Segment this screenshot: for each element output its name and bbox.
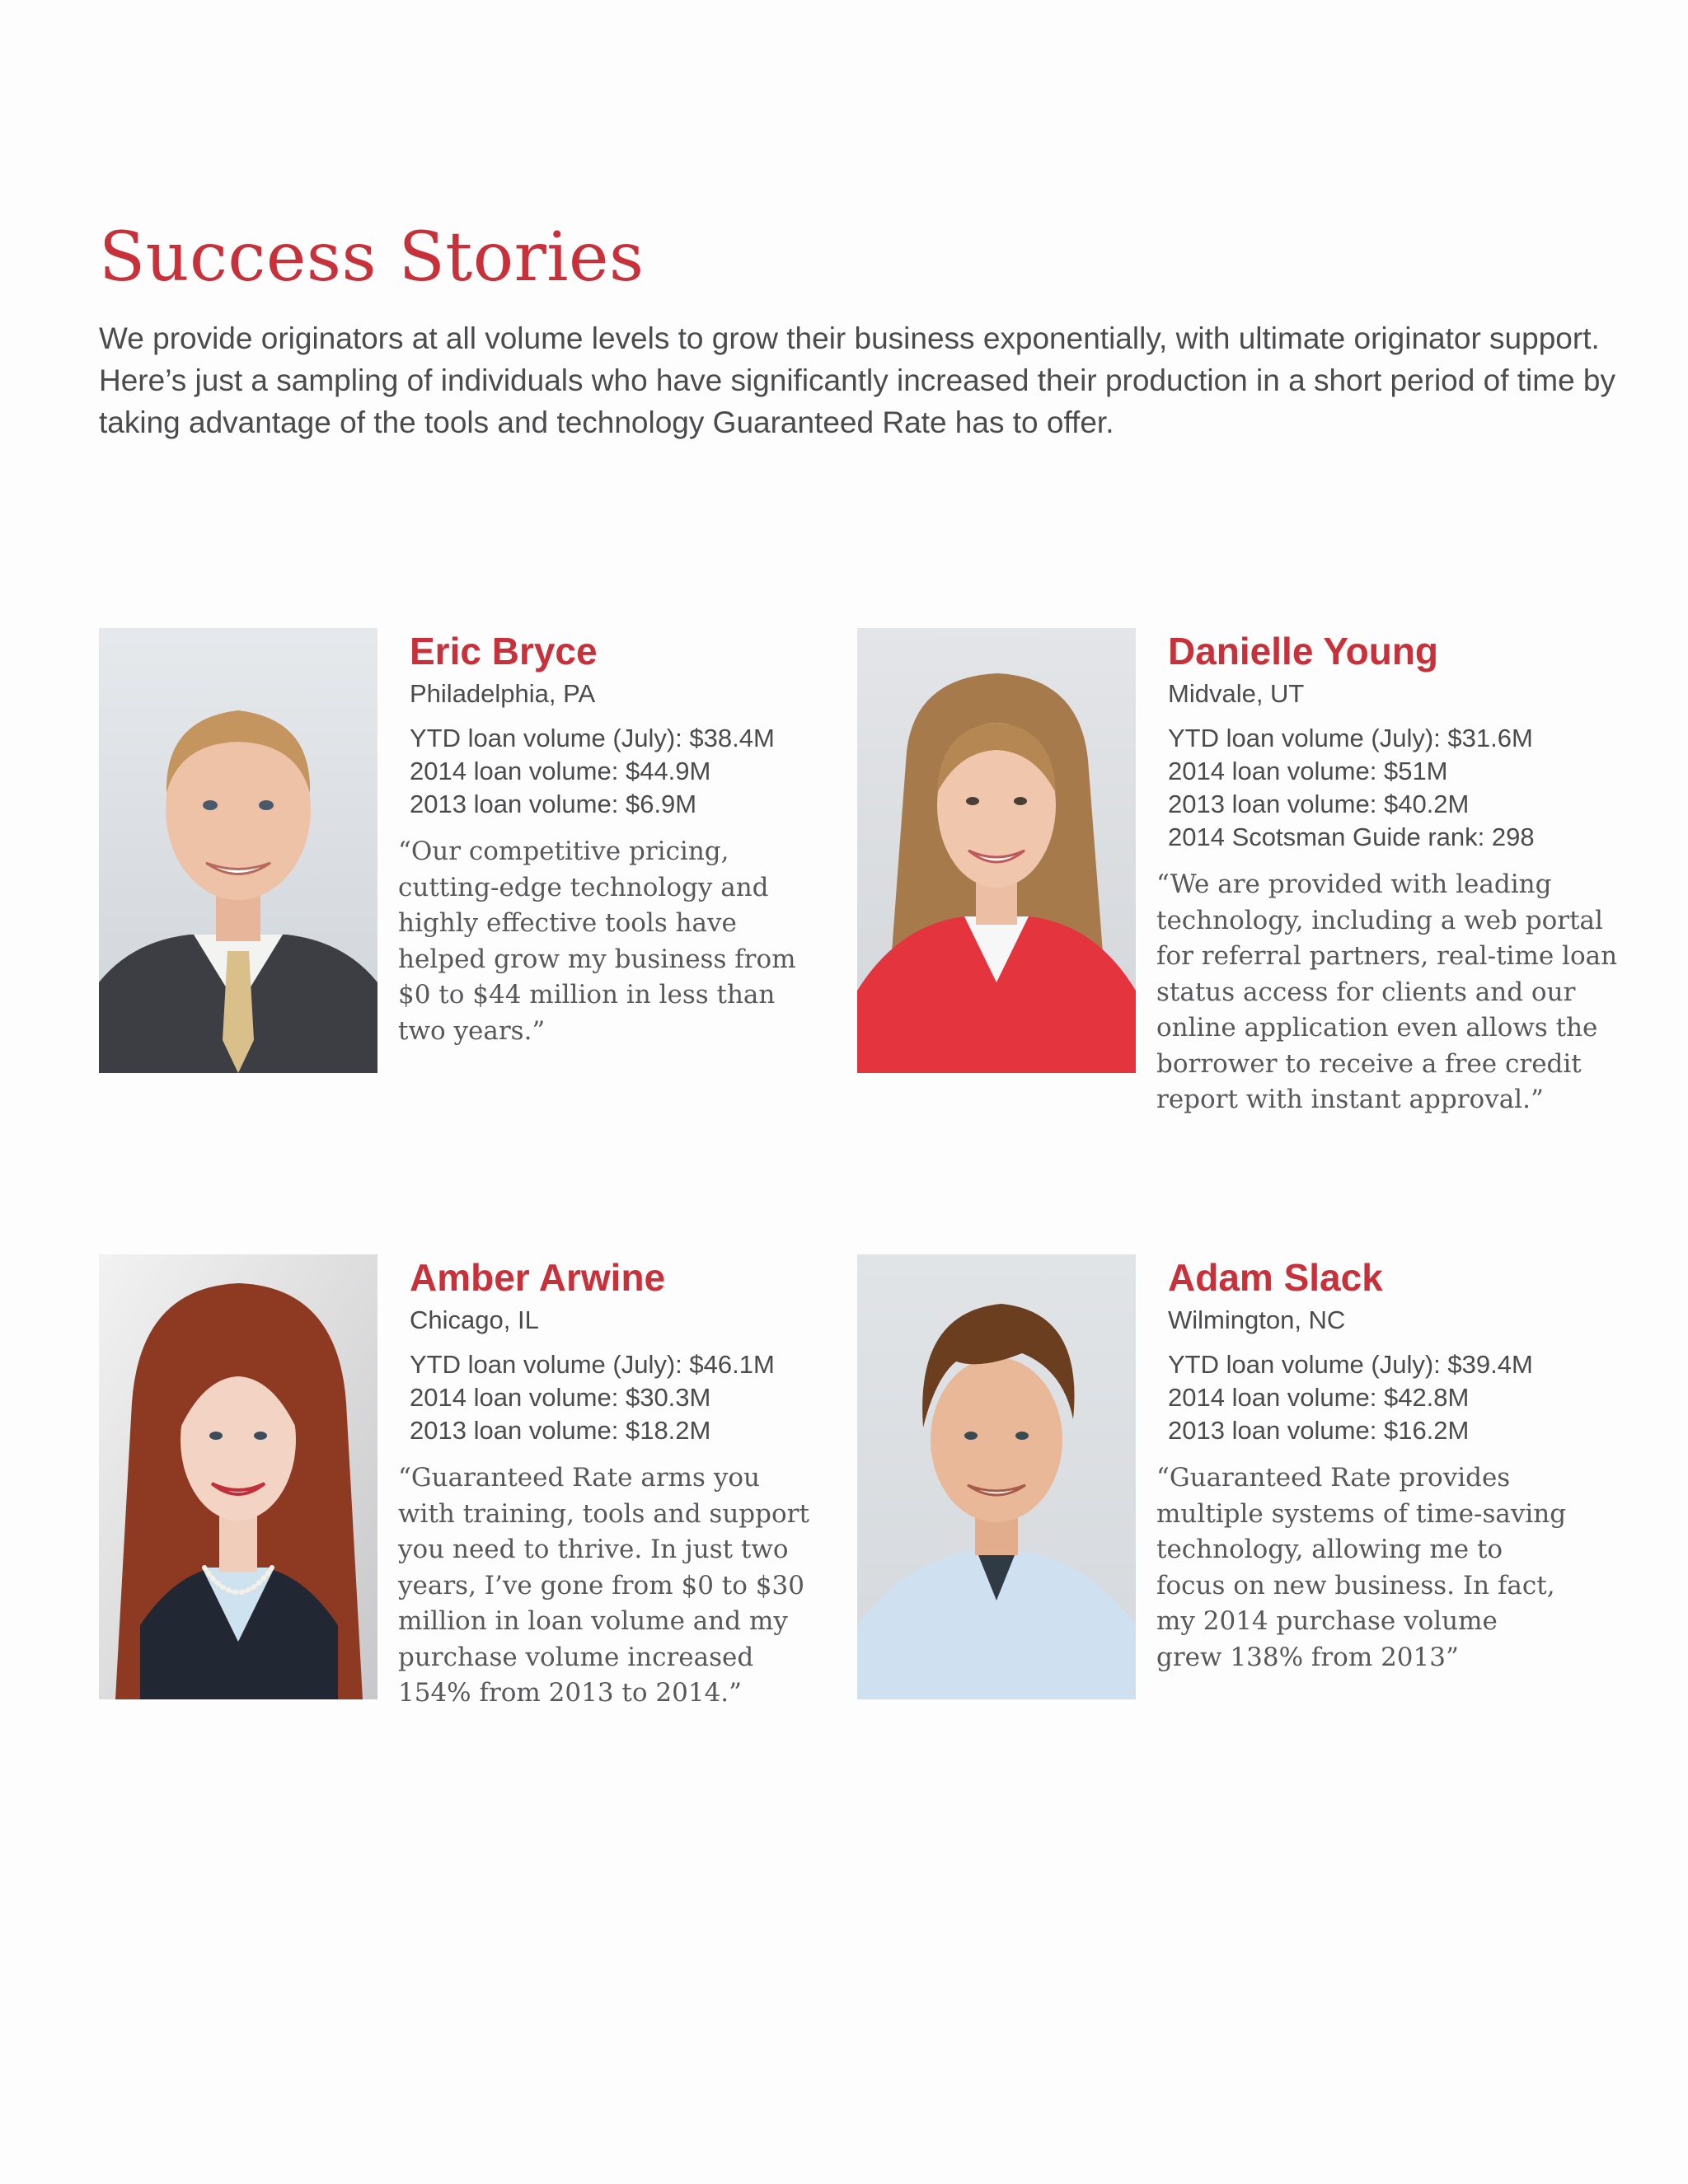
stat-2013: 2013 loan volume: $40.2M xyxy=(1168,790,1470,818)
portrait-photo xyxy=(99,1254,377,1699)
loan-stats xyxy=(1168,1348,1629,1447)
stat-scotsman-rank: 2014 Scotsman Guide rank: 298 xyxy=(1168,823,1535,851)
portrait-man-suit xyxy=(99,628,377,1073)
stat-2014: 2014 loan volume: $51M xyxy=(1168,757,1448,785)
person-name: Amber Arwine xyxy=(410,1256,666,1299)
testimonial-quote: “We are provided with leading technology, including a web portal for referral partners, real-time loan status access for clients and our online application even allows the borrower to receive a free credit report with instant approval.” xyxy=(1156,869,1618,1114)
loan-stats xyxy=(410,1348,871,1447)
portrait-woman-red-jacket xyxy=(857,628,1136,1073)
stat-ytd: YTD loan volume (July): $46.1M xyxy=(410,1350,775,1379)
person-name: Eric Bryce xyxy=(410,630,598,673)
person-location: Midvale, UT xyxy=(1168,679,1305,708)
story-info xyxy=(398,628,871,1049)
page-title: Success Stories xyxy=(99,218,645,297)
portrait-woman-pearls xyxy=(99,1254,377,1699)
stat-2013: 2013 loan volume: $6.9M xyxy=(410,790,697,818)
person-name: Danielle Young xyxy=(1168,630,1439,673)
person-location: Wilmington, NC xyxy=(1168,1305,1346,1334)
portrait-man-blue-shirt xyxy=(857,1254,1136,1699)
testimonial-quote: “Guaranteed Rate provides multiple systems of time-saving technology, allowing me to focus on new business. In fact, my 2014 purchase volume grew 138% from 2013” xyxy=(1156,1463,1567,1672)
loan-stats xyxy=(410,722,871,821)
intro-paragraph: We provide originators at all volume levels to grow their business exponentially, with ultimate originator support. Here’s just a sampling of individuals who have significantly increased their production in a short period of time by taking advantage of the tools and technology Guaranteed Rate has to offer. xyxy=(99,321,1616,439)
person-location: Philadelphia, PA xyxy=(410,679,596,708)
stat-2014: 2014 loan volume: $44.9M xyxy=(410,757,711,785)
stat-2014: 2014 loan volume: $42.8M xyxy=(1168,1383,1470,1412)
story-info xyxy=(1156,628,1629,1118)
person-location: Chicago, IL xyxy=(410,1305,539,1334)
portrait-photo xyxy=(857,628,1136,1073)
stat-2013: 2013 loan volume: $16.2M xyxy=(1168,1416,1470,1445)
stat-ytd: YTD loan volume (July): $38.4M xyxy=(410,724,775,752)
stat-2013: 2013 loan volume: $18.2M xyxy=(410,1416,711,1445)
testimonial-quote: “Guaranteed Rate arms you with training, tools and support you need to thrive. In just two years, I’ve gone from $0 to $30 million in loan volume and my purchase volume increased 154% from 2013 to 2014.” xyxy=(398,1463,809,1708)
stat-ytd: YTD loan volume (July): $39.4M xyxy=(1168,1350,1533,1379)
person-name: Adam Slack xyxy=(1168,1256,1383,1299)
stat-2014: 2014 loan volume: $30.3M xyxy=(410,1383,711,1412)
loan-stats xyxy=(1168,722,1629,854)
story-info xyxy=(398,1254,871,1712)
stat-ytd: YTD loan volume (July): $31.6M xyxy=(1168,724,1533,752)
testimonial-quote: “Our competitive pricing, cutting-edge technology and highly effective tools have helped grow my business from $0 to $44 million in less than two years.” xyxy=(398,837,796,1046)
portrait-photo xyxy=(857,1254,1136,1699)
portrait-photo xyxy=(99,628,377,1073)
story-info xyxy=(1156,1254,1629,1675)
